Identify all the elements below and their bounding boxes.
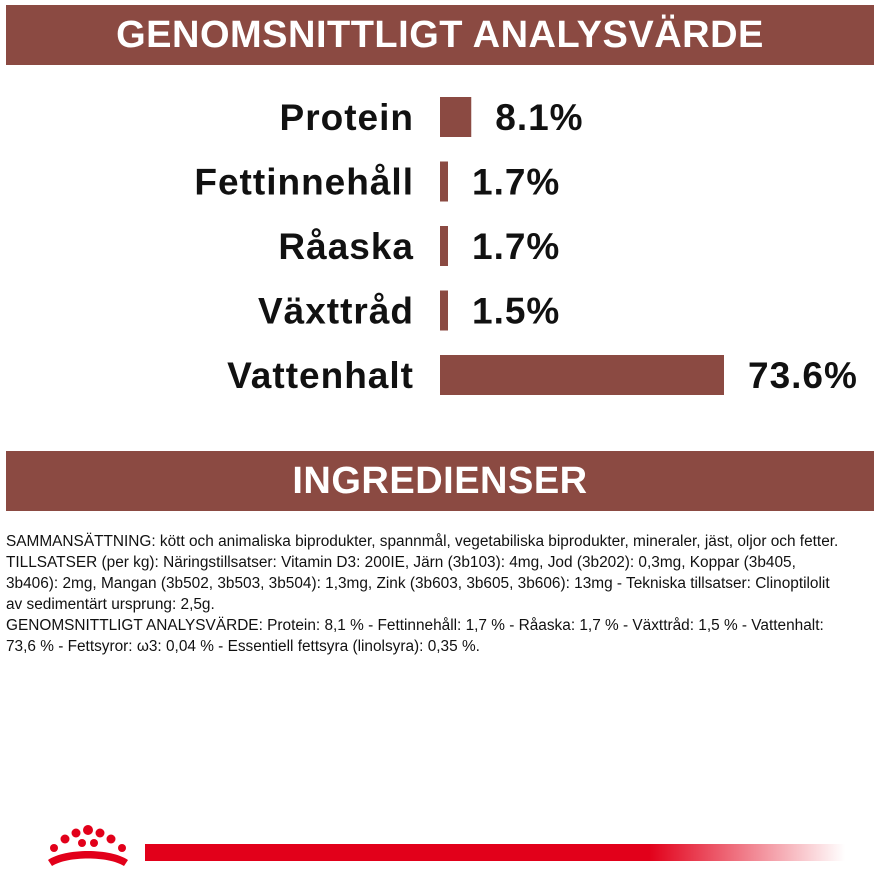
ingredients-analysis: GENOMSNITTLIGT ANALYSVÄRDE: Protein: 8,1 % - Fettinnehåll: 1,7 % - Råaska: 1,7 % - Växttråd: 1,5 % - Vattenhalt: 73,6 % - Fettsyror: ω3: 0,04 % - Essentiell fettsyra (linolsyra): 0,35 %.: [6, 617, 824, 655]
value-label-fettinnehall: 1.7%: [472, 161, 561, 203]
footer-red-stripe: [145, 844, 845, 861]
footer: [0, 820, 880, 880]
analysis-banner-title: GENOMSNITTLIGT ANALYSVÄRDE: [116, 13, 764, 56]
analysis-banner: [6, 5, 874, 65]
ingredients-text: [6, 531, 846, 657]
value-label-vaxttrad: 1.5%: [472, 290, 561, 332]
category-label-protein: Protein: [279, 97, 414, 138]
value-label-vattenhalt: 73.6%: [748, 355, 858, 396]
category-label-raaska: Råaska: [278, 226, 414, 267]
ingredients-composition: SAMMANSÄTTNING: kött och animaliska biprodukter, spannmål, vegetabiliska biprodukter, mineraler, jäst, oljor och fetter.: [6, 533, 839, 550]
bar-vaxttrad: [440, 291, 448, 331]
value-label-protein: 8.1%: [495, 97, 584, 138]
value-label-raaska: 1.7%: [472, 226, 561, 267]
ingredients-additives: TILLSATSER (per kg): Näringstillsatser: Vitamin D3: 200IE, Järn (3b103): 4mg, Jod (3b202): 0,3mg, Koppar (3b405, 3b406): 2mg, Mangan (3b502, 3b503, 3b504): 1,3mg, Zink (3b603, 3b605, 3b606): 13mg - Tekniska tillsatser: Clinoptilolit av sedimentärt ursprung: 2,5g.: [6, 554, 830, 613]
bar-vattenhalt: [440, 355, 724, 395]
bar-raaska: [440, 226, 448, 266]
category-label-vaxttrad: Växttråd: [257, 290, 414, 332]
royal-canin-crown-icon: [40, 820, 140, 876]
bar-fettinnehall: [440, 162, 448, 202]
ingredients-banner-title: INGREDIENSER: [292, 459, 588, 502]
category-label-vattenhalt: Vattenhalt: [227, 355, 414, 396]
category-label-fettinnehall: Fettinnehåll: [194, 161, 414, 203]
ingredients-banner: [6, 451, 874, 511]
analysis-bar-chart: [0, 80, 880, 420]
bar-protein: [440, 97, 471, 137]
